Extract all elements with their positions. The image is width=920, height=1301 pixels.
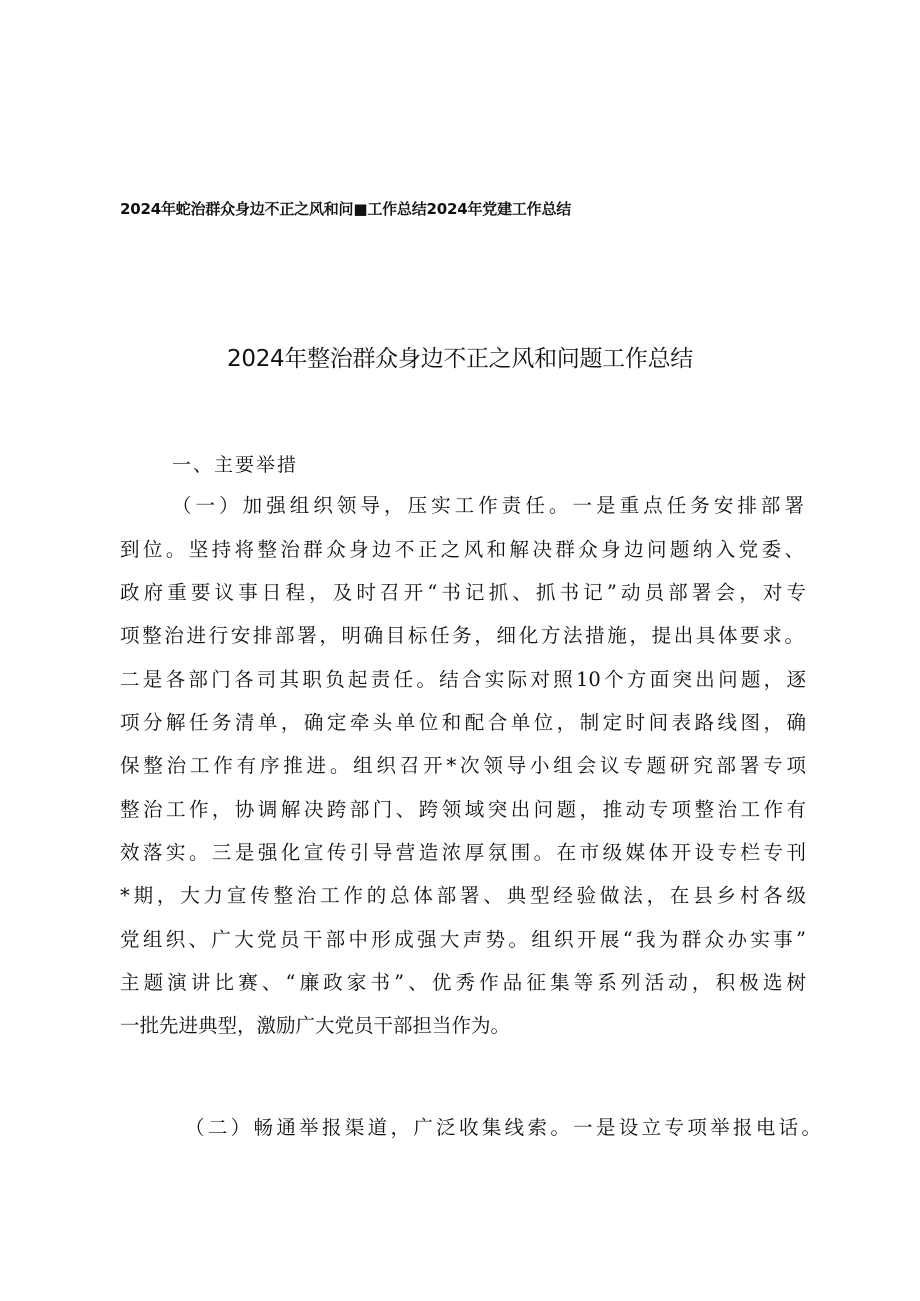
paragraph-line: 项分解任务清单，确定牵头单位和配合单位，制定时间表路线图，确 (120, 711, 806, 734)
paragraph-line: 到位。坚持将整治群众身边不正之风和解决群众身边问题纳入党委、 (120, 538, 804, 561)
paragraph-line: 效落实。三是强化宣传引导营造浓厚氛围。在市级媒体开设专栏专刊 (120, 841, 806, 864)
paragraph-line: 整治工作，协调解决跨部门、跨领域突出问题，推动专项整治工作有 (120, 798, 806, 821)
paragraph-line: 党组织、广大党员干部中形成强大声势。组织开展“我为群众办实事” (120, 928, 806, 951)
paragraph-line: 保整治工作有序推进。组织召开*次领导小组会议专题研究部署专项 (120, 754, 806, 777)
paragraph-2: （二）畅通举报渠道，广泛收集线索。一是设立专项举报电话。 (185, 1116, 821, 1139)
page-title: 2024年整治群众身边不正之风和问题工作总结 (227, 346, 693, 372)
document-header: 2024年蛇治群众身边不正之风和问■工作总结2024年党建工作总结 (120, 200, 572, 218)
paragraph-line: 政府重要议事日程，及时召开“书记抓、抓书记”动员部署会，对专 (120, 581, 806, 604)
paragraph-line: （一）加强组织领导，压实工作责任。一是重点任务安排部署 (172, 494, 804, 517)
paragraph-line: 项整治进行安排部署，明确目标任务，细化方法措施，提出具体要求。 (120, 624, 804, 647)
paragraph-line: *期，大力宣传整治工作的总体部署、典型经验做法，在县乡村各级 (120, 884, 806, 907)
paragraph-line: 二是各部门各司其职负起责任。结合实际对照10个方面突出问题，逐 (120, 668, 806, 691)
paragraph-line: 一批先进典型，激励广大党员干部担当作为。 (120, 1014, 511, 1037)
paragraph-line: 主题演讲比赛、“廉政家书”、优秀作品征集等系列活动，积极选树 (120, 971, 806, 994)
section-heading: 一、主要举措 (172, 454, 299, 476)
